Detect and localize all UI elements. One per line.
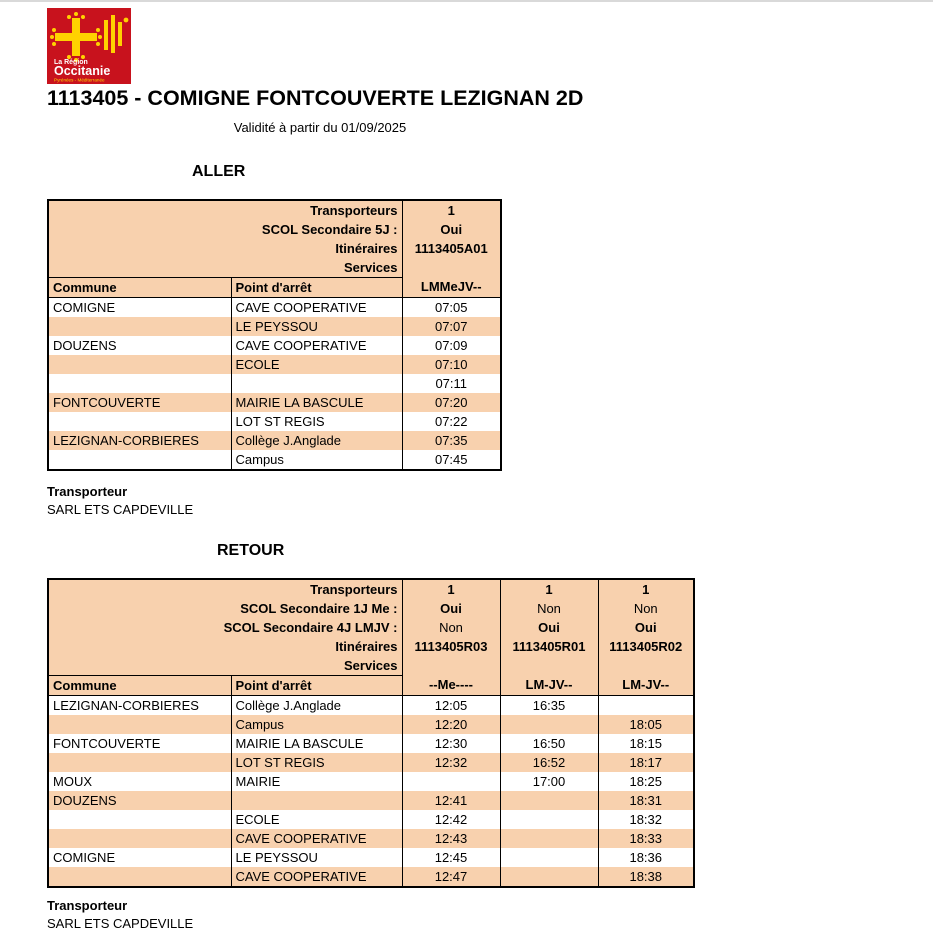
table-row	[48, 696, 694, 716]
stop-cell: CAVE COOPERATIVE	[231, 867, 402, 887]
label-services: Services	[344, 658, 398, 673]
table-row	[48, 867, 694, 887]
table-row	[48, 734, 694, 753]
commune-cell	[48, 317, 231, 336]
commune-cell	[48, 810, 231, 829]
transporteur-block-aller	[47, 483, 193, 518]
transporteur-name: SARL ETS CAPDEVILLE	[47, 915, 194, 931]
commune-cell: COMIGNE	[53, 300, 116, 315]
table-row	[48, 772, 694, 791]
time-cell	[500, 867, 598, 887]
commune-cell: COMIGNE	[53, 850, 116, 865]
time-cell: 12:05	[402, 696, 500, 716]
stop-cell: MAIRIE	[231, 772, 402, 791]
time-cell: 18:36	[598, 848, 694, 867]
service-column-3	[598, 579, 694, 696]
commune-cell	[48, 753, 231, 772]
label-transporteurs: Transporteurs	[310, 582, 398, 597]
scol-4j-lmjv-value: Non	[439, 620, 463, 635]
commune-cell	[48, 867, 231, 887]
table-row	[48, 374, 501, 393]
time-cell: 18:33	[598, 829, 694, 848]
logo-region-small-text: La Région	[54, 59, 88, 66]
stop-column-header: Point d'arrêt	[231, 278, 402, 298]
stop-cell: ECOLE	[231, 355, 402, 374]
itineraire-code: 1113405R02	[609, 639, 683, 654]
time-cell: 18:31	[598, 791, 694, 810]
table-row	[48, 848, 694, 867]
stop-cell: MAIRIE LA BASCULE	[231, 393, 402, 412]
time-cell: 18:32	[598, 810, 694, 829]
commune-cell: DOUZENS	[53, 338, 117, 353]
stop-cell: Campus	[231, 715, 402, 734]
commune-cell: MOUX	[53, 774, 92, 789]
itineraire-code: 1113405R03	[414, 639, 488, 654]
scol-5j-value: Oui	[440, 222, 463, 237]
aller-table	[47, 199, 502, 471]
table-row	[48, 810, 694, 829]
time-cell: 07:45	[402, 450, 501, 470]
transporteur-number: 1	[545, 582, 553, 597]
table-row	[48, 791, 694, 810]
validity-note: Validité à partir du 01/09/2025	[233, 120, 407, 135]
stop-cell: LE PEYSSOU	[231, 317, 402, 336]
time-cell: 12:20	[402, 715, 500, 734]
table-row	[48, 431, 501, 450]
time-cell: 16:35	[500, 696, 598, 716]
transporteur-number: 1	[447, 203, 455, 218]
time-cell: 07:10	[402, 355, 501, 374]
commune-cell: FONTCOUVERTE	[53, 736, 161, 751]
retour-table	[47, 578, 695, 888]
commune-cell: LEZIGNAN-CORBIERES	[53, 698, 199, 713]
commune-cell	[48, 355, 231, 374]
time-cell: 07:09	[402, 336, 501, 355]
time-cell: 07:05	[402, 298, 501, 318]
time-cell	[402, 772, 500, 791]
scol-1j-me-value: Non	[633, 601, 658, 616]
services-spacer	[501, 656, 598, 675]
transporteur-label: Transporteur	[47, 898, 128, 913]
time-cell: 16:50	[500, 734, 598, 753]
services-spacer	[599, 656, 694, 675]
stop-cell: LE PEYSSOU	[231, 848, 402, 867]
table-row	[48, 450, 501, 470]
label-scol-secondaire-1j-me: SCOL Secondaire 1J Me :	[240, 601, 398, 616]
label-scol-secondaire-5j: SCOL Secondaire 5J :	[261, 222, 398, 237]
table-row	[48, 355, 501, 374]
table-row	[48, 753, 694, 772]
stop-cell: CAVE COOPERATIVE	[231, 298, 402, 318]
commune-cell	[48, 412, 231, 431]
aller-heading: ALLER	[192, 163, 246, 180]
stop-cell: CAVE COOPERATIVE	[231, 829, 402, 848]
service-column-1	[402, 200, 501, 298]
days-pattern: LM-JV--	[622, 677, 670, 692]
days-pattern: LM-JV--	[525, 677, 573, 692]
table-row	[48, 412, 501, 431]
commune-cell	[48, 715, 231, 734]
time-cell: 18:25	[598, 772, 694, 791]
time-cell: 17:00	[500, 772, 598, 791]
stop-cell: MAIRIE LA BASCULE	[231, 734, 402, 753]
transporteur-block-retour	[47, 897, 193, 932]
time-cell: 18:15	[598, 734, 694, 753]
page-title: 1113405 - COMIGNE FONTCOUVERTE LEZIGNAN 2D	[47, 86, 584, 110]
service-column-2	[500, 579, 598, 696]
time-cell: 07:11	[402, 374, 501, 393]
time-cell	[598, 696, 694, 716]
days-pattern: --Me----	[428, 677, 474, 692]
stop-cell: CAVE COOPERATIVE	[231, 336, 402, 355]
aller-service-header-row	[48, 200, 501, 278]
time-cell: 18:38	[598, 867, 694, 887]
table-row	[48, 298, 501, 318]
transporteur-number: 1	[447, 582, 455, 597]
occitanie-logo	[47, 8, 131, 84]
transporteur-name: SARL ETS CAPDEVILLE	[47, 501, 194, 517]
table-row	[48, 715, 694, 734]
time-cell: 12:30	[402, 734, 500, 753]
table-row	[48, 829, 694, 848]
time-cell: 12:42	[402, 810, 500, 829]
stop-cell: Collège J.Anglade	[231, 696, 402, 716]
time-cell	[500, 715, 598, 734]
time-cell	[500, 810, 598, 829]
time-cell	[500, 848, 598, 867]
service-column-1	[402, 579, 500, 696]
stop-cell: ECOLE	[231, 810, 402, 829]
time-cell: 18:17	[598, 753, 694, 772]
top-divider	[0, 0, 933, 2]
label-itineraires: Itinéraires	[335, 639, 398, 654]
commune-column-header: Commune	[48, 676, 231, 696]
stop-cell: Campus	[231, 450, 402, 470]
transporteur-label: Transporteur	[47, 484, 128, 499]
time-cell: 12:45	[402, 848, 500, 867]
stop-cell	[231, 791, 402, 810]
label-transporteurs: Transporteurs	[310, 203, 398, 218]
transporteur-number: 1	[642, 582, 650, 597]
table-row	[48, 317, 501, 336]
service-header-labels	[48, 200, 402, 278]
retour-heading: RETOUR	[217, 542, 285, 559]
commune-cell	[48, 450, 231, 470]
label-services: Services	[344, 260, 398, 275]
commune-column-header: Commune	[48, 278, 231, 298]
commune-cell: LEZIGNAN-CORBIERES	[53, 433, 199, 448]
itineraire-code: 1113405A01	[414, 241, 488, 256]
days-pattern: LMMeJV--	[420, 279, 482, 294]
time-cell: 12:47	[402, 867, 500, 887]
stop-cell: LOT ST REGIS	[231, 753, 402, 772]
services-spacer	[403, 656, 500, 675]
stop-column-header: Point d'arrêt	[231, 676, 402, 696]
commune-cell: DOUZENS	[53, 793, 117, 808]
scol-4j-lmjv-value: Oui	[634, 620, 657, 635]
time-cell: 07:35	[402, 431, 501, 450]
scol-1j-me-value: Non	[537, 601, 561, 616]
time-cell: 07:22	[402, 412, 501, 431]
time-cell	[500, 791, 598, 810]
retour-service-header-row	[48, 579, 694, 676]
time-cell: 16:52	[500, 753, 598, 772]
service-header-labels	[48, 579, 402, 676]
table-row	[48, 336, 501, 355]
time-cell: 07:20	[402, 393, 501, 412]
time-cell: 07:07	[402, 317, 501, 336]
time-cell	[500, 829, 598, 848]
commune-cell	[48, 829, 231, 848]
label-itineraires: Itinéraires	[335, 241, 398, 256]
label-scol-secondaire-4j-lmjv: SCOL Secondaire 4J LMJV :	[223, 620, 398, 635]
logo-region-name-text: Occitanie	[54, 64, 111, 78]
stop-cell: LOT ST REGIS	[231, 412, 402, 431]
table-row	[48, 393, 501, 412]
scol-1j-me-value: Oui	[440, 601, 462, 616]
commune-cell	[48, 374, 231, 393]
stop-cell	[231, 374, 402, 393]
time-cell: 12:41	[402, 791, 500, 810]
commune-cell: FONTCOUVERTE	[53, 395, 161, 410]
logo-region-sub-text: Pyrénées - Méditerranée	[54, 77, 105, 83]
stop-cell: Collège J.Anglade	[231, 431, 402, 450]
services-spacer	[403, 258, 501, 277]
itineraire-code: 1113405R01	[512, 639, 586, 654]
time-cell: 12:43	[402, 829, 500, 848]
time-cell: 12:32	[402, 753, 500, 772]
time-cell: 18:05	[598, 715, 694, 734]
scol-4j-lmjv-value: Oui	[538, 620, 560, 635]
